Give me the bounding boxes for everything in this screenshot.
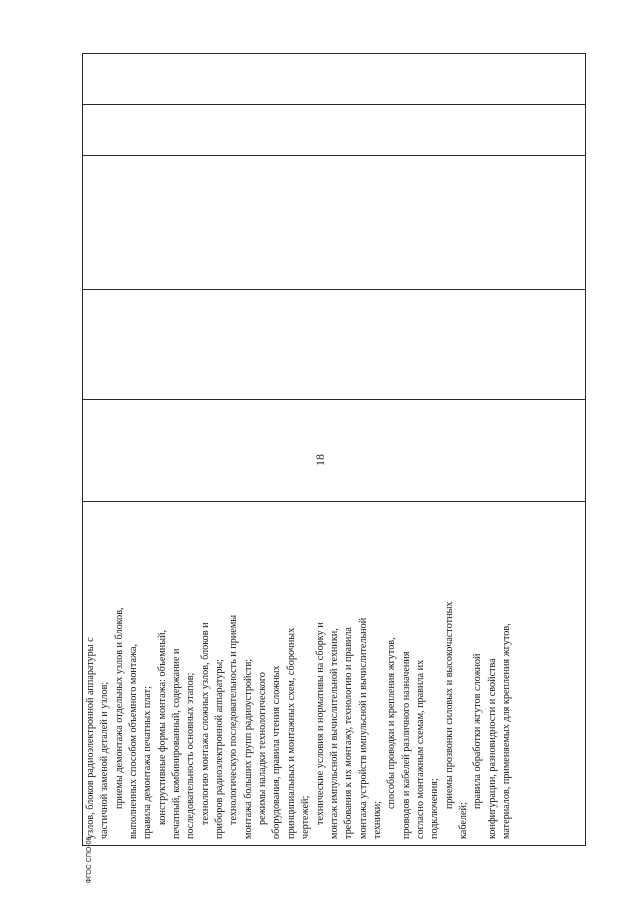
content-line: последовательность основных этапов; [185, 672, 197, 839]
content-text [82, 500, 586, 845]
content-line: способы проводки и крепления жгутов, [386, 637, 398, 809]
footer-label: ФГОС СПО-06 [86, 836, 93, 884]
content-line: оборудования, правила чтения сложных [271, 665, 283, 839]
content-line: конфигурации, разновидности и свойства [486, 658, 498, 839]
content-line: требования к их монтажу, технологию и правила [343, 627, 355, 839]
content-line: монтажа устройств импульсной и вычислительной [357, 617, 369, 839]
content-line: приборов радиоэлектронной аппаратуры; [214, 658, 226, 839]
content-line: правила обработки жгутов сложной [472, 653, 484, 809]
content-line: монтаж импульсной и вычислительной техники, [328, 628, 340, 839]
content-line: принципиальных и монтажных схем, сборочных [285, 627, 297, 839]
content-line: конструктивные формы монтажа: объемный, [156, 629, 168, 825]
content-line: согласно монтажным схемам, правила их [414, 659, 426, 839]
content-line: выполненных способом объемного монтажа, [128, 643, 140, 839]
content-line: частичной заменой деталей и узлов; [99, 681, 111, 839]
column-divider-2 [83, 155, 585, 156]
content-column [82, 500, 586, 845]
content-line: проводов и кабелей различного назначения [400, 651, 412, 839]
content-line: монтажа больших групп радиоустройств; [242, 658, 254, 839]
content-line: приемы прозвонки силовых и высокочастотных [443, 601, 455, 809]
content-line: технологическую последовательность и приемы [228, 614, 240, 825]
content-line: узлов, блоков радиоэлектронной аппаратуры с [85, 637, 96, 839]
content-line: технологию монтажа сложных узлов, блоков и [199, 622, 211, 825]
content-line: кабелей; [457, 802, 469, 839]
content-line: техники; [371, 800, 383, 839]
content-line: чертежей; [300, 795, 312, 839]
content-line: технические условия и нормативы на сборку и [314, 622, 326, 825]
content-line: приемы демонтажа отдельных узлов и блоков, [113, 607, 125, 809]
content-line: подключения; [429, 778, 441, 839]
content-line: печатный, комбинированный, содержание и [171, 648, 183, 839]
content-line: правила демонтажа печатных плат; [142, 686, 154, 839]
column-divider-1 [83, 104, 585, 105]
column-divider-4 [83, 399, 585, 400]
content-line: материалов, применяемых для крепления жгутов, [500, 623, 512, 839]
page-number: 18 [313, 454, 327, 466]
column-divider-3 [83, 289, 585, 290]
content-line: режимы наладки технологического [257, 672, 269, 825]
